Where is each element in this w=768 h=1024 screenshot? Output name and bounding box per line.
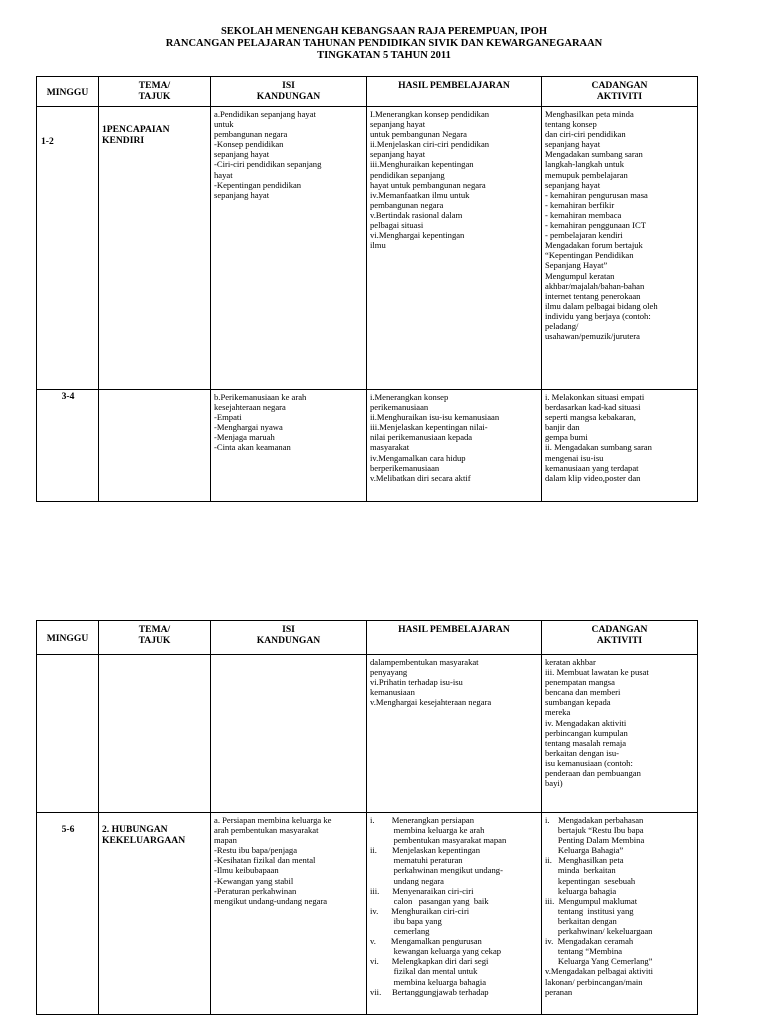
theme-cell bbox=[99, 655, 211, 813]
outcome-cell: i.Menerangkan konsep perikemanusiaan ii.Menghuraikan isu-isu kemanusiaan iii.Menjelaskan kepentingan nilai- nilai perikemanusiaan kepada masyarakat iv.Mengamalkan cara hidup berperikemanusiaan v.Melibatkan diri secara aktif bbox=[367, 390, 542, 502]
table-row bbox=[37, 390, 698, 502]
form-year: TINGKATAN 5 TAHUN 2011 bbox=[317, 50, 451, 61]
col-isi: ISI KANDUNGAN bbox=[211, 621, 367, 655]
outcome-cell: dalampembentukan masyarakat penyayang vi.Prihatin terhadap isu-isu kemanusiaan v.Menghargai kesejahteraan negara bbox=[367, 655, 542, 813]
plan-title: RANCANGAN PELAJARAN TAHUNAN PENDIDIKAN SIVIK DAN KEWARGANEGARAAN bbox=[165, 38, 603, 49]
theme-cell bbox=[99, 390, 211, 502]
lesson-plan-table-2 bbox=[36, 620, 698, 1015]
activity-cell: i. Melakonkan situasi empati berdasarkan kad-kad situasi seperti mangsa kebakaran, banjir dan gempa bumi ii. Mengadakan sumbang saran mengenai isu-isu kemanusiaan yang terdapat dalam klip video,poster dan bbox=[542, 390, 698, 502]
week-cell bbox=[37, 655, 99, 813]
school-name: SEKOLAH MENENGAH KEBANGSAAN RAJA PEREMPUAN, IPOH bbox=[220, 26, 548, 37]
table-header-row bbox=[37, 621, 698, 655]
col-hasil: HASIL PEMBELAJARAN bbox=[367, 621, 542, 655]
content-cell: a.Pendidikan sepanjang hayat untuk pembangunan negara -Konsep pendidikan sepanjang hayat -Ciri-ciri pendidikan sepanjang hayat -Kepentingan pendidikan sepanjang hayat bbox=[211, 107, 367, 390]
outcome-cell: I.Menerangkan konsep pendidikan sepanjang hayat untuk pembangunan Negara ii.Menjelaskan ciri-ciri pendidikan sepanjang hayat iii.Menghuraikan kepentingan pendidikan sepanjang hayat untuk pembangunan negara iv.Memanfaatkan ilmu untuk pembangunan negara v.Bertindak rasional dalam pelbagai situasi vi.Menghargai kepentingan ilmu bbox=[367, 107, 542, 390]
theme-cell: 2. HUBUNGAN KEKELUARGAAN bbox=[99, 813, 211, 1015]
theme-cell: 1PENCAPAIAN KENDIRI bbox=[99, 107, 211, 390]
col-minggu: MINGGU bbox=[37, 621, 99, 655]
outcome-cell: i. Menerangkan persiapan membina keluarga ke arah pembentukan masyarakat mapan ii. Menjelaskan kepentingan mematuhi peraturan perkahwinan mengikut undang- undang negara iii. Menyenaraikan ciri-ciri calon pasangan yang baik iv. Menghuraikan ciri-ciri ibu bapa yang cemerlang v. Mengamalkan pengurusan kewangan keluarga yang cekap vi. Melengkapkan diri dari segi fizikal dan mental untuk membina keluarga bahagia vii. Bertanggungjawab terhadap bbox=[367, 813, 542, 1015]
document-header bbox=[0, 26, 768, 62]
col-cadangan: CADANGAN AKTIVITI bbox=[542, 77, 698, 107]
col-isi: ISI KANDUNGAN bbox=[211, 77, 367, 107]
col-tema: TEMA/ TAJUK bbox=[99, 77, 211, 107]
activity-cell: Menghasilkan peta minda tentang konsep dan ciri-ciri pendidikan sepanjang hayat Mengadakan sumbang saran langkah-langkah untuk memupuk pembelajaran sepanjang hayat - kemahiran pengurusan masa - kemahiran berfikir - kemahiran membaca - kemahiran penggunaan ICT - pembelajaran kendiri Mengadakan forum bertajuk “Kepentingan Pendidikan Sepanjang Hayat” Mengumpul keratan akhbar/majalah/bahan-bahan internet tentang penerokaan ilmu dalam pelbagai bidang oleh individu yang berjaya (contoh: peladang/ usahawan/pemuzik/jurutera bbox=[542, 107, 698, 390]
week-cell: 1-2 bbox=[37, 107, 99, 390]
col-tema: TEMA/ TAJUK bbox=[99, 621, 211, 655]
table-row bbox=[37, 655, 698, 813]
content-cell: a. Persiapan membina keluarga ke arah pembentukan masyarakat mapan -Restu ibu bapa/penjaga -Kesihatan fizikal dan mental -Ilmu keibubapaan -Kewangan yang stabil -Peraturan perkahwinan mengikut undang-undang negara bbox=[211, 813, 367, 1015]
week-cell: 5-6 bbox=[37, 813, 99, 1015]
col-minggu: MINGGU bbox=[37, 77, 99, 107]
activity-cell: keratan akhbar iii. Membuat lawatan ke pusat penempatan mangsa bencana dan memberi sumbangan kepada mereka iv. Mengadakan aktiviti perbincangan kumpulan tentang masalah remaja berkaitan dengan isu- isu kemanusiaan (contoh: penderaan dan pembuangan bayi) bbox=[542, 655, 698, 813]
table-row bbox=[37, 813, 698, 1015]
content-cell bbox=[211, 655, 367, 813]
col-cadangan: CADANGAN AKTIVITI bbox=[542, 621, 698, 655]
lesson-plan-table-1 bbox=[36, 76, 698, 502]
week-cell: 3-4 bbox=[37, 390, 99, 502]
table-row bbox=[37, 107, 698, 390]
col-hasil: HASIL PEMBELAJARAN bbox=[367, 77, 542, 107]
activity-cell: i. Mengadakan perbahasan bertajuk “Restu Ibu bapa Penting Dalam Membina Keluarga Bahagia” ii. Menghasilkan peta minda berkaitan kepentingan sesebuah keluarga bahagia iii. Mengumpul maklumat tentang institusi yang berkaitan dengan perkahwinan/ kekeluargaan iv. Mengadakan ceramah tentang “Membina Keluarga Yang Cemerlang” v.Mengadakan pelbagai aktiviti lakonan/ perbincangan/main peranan bbox=[542, 813, 698, 1015]
table-header-row bbox=[37, 77, 698, 107]
content-cell: b.Perikemanusiaan ke arah kesejahteraan negara -Empati -Menghargai nyawa -Menjaga maruah -Cinta akan keamanan bbox=[211, 390, 367, 502]
